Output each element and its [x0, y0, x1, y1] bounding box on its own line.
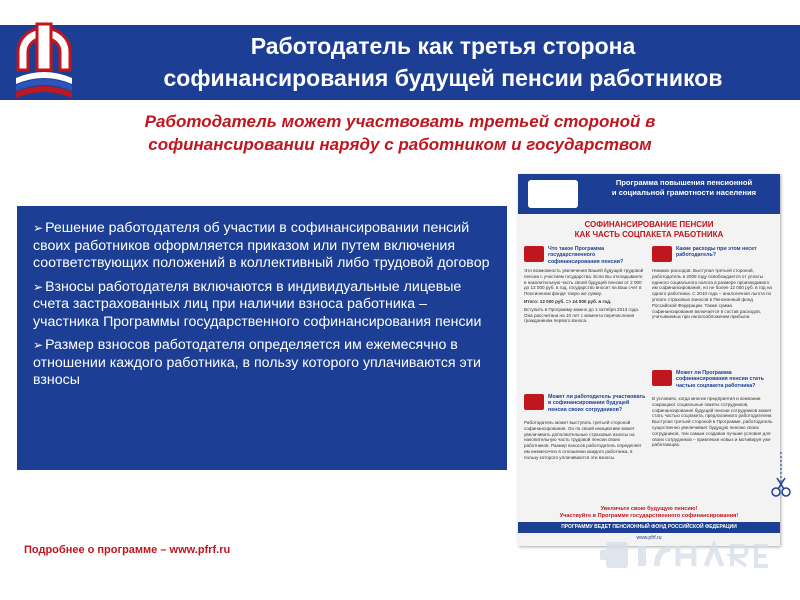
brochure-answer-1-text2: Вступить в Программу можно до 1 октября 2013 года. Она рассчитана на 10 лет с момента перечисления гражданином первого взноса.: [524, 306, 640, 324]
brochure-question-3: Какие расходы при этом несет работодатель?: [676, 246, 757, 259]
brochure-header-line1: Программа повышения пенсионной: [615, 178, 753, 187]
page-subtitle: [40, 110, 760, 156]
arrow-bullet-icon: ➢: [33, 279, 44, 294]
brochure-answer-4: В условиях, когда многие предприятия и компании сокращают социальные пакеты сотрудников, софинансирование будущей пенсии сотрудников может стать частью соцпакета, предлагаемого работодателем. Выступая третьей стороной в Программе, работодатель существенно увеличивает будущую пенсию своих сотрудников, тем самым создавая лучшие условия для своих сотрудников – привлекая новых и мотивируя уже работающих.: [652, 396, 773, 448]
page-title-line2: софинансирования будущей пенсии работников: [163, 65, 723, 91]
brochure-footer-bar: ПРОГРАММУ ВЕДЕТ ПЕНСИОННЫЙ ФОНД РОССИЙСКОЙ ФЕДЕРАЦИИ: [518, 522, 780, 533]
scissors-icon: [771, 452, 791, 500]
watermark-logo: [598, 532, 788, 580]
question-icon: [652, 370, 672, 386]
brochure-answer-1: [524, 268, 646, 324]
question-icon: [524, 246, 544, 262]
brochure-question-4: Может ли Программа софинансирования пенсии стать частью соцпакета работника?: [676, 370, 764, 389]
brochure-header-icon: [528, 180, 578, 208]
brochure-answer-3: Никаких расходов. Выступая третьей стороной, работодатель в 2009 году освобождается от уплаты единого социального налога в размере производимого им софинансирования, но не более 12 000 руб. в год на одного работника. С 2010 года – аналогичная льгота по уплате страховых взносов в Пенсионный фонд Российской Федерации. Также сумма софинансирования включается в состав расходов, учитываемых при налогообложении прибыли.: [652, 268, 772, 320]
brochure-question-2: Может ли работодатель участвовать в софинансировании будущей пенсии своих сотрудников?: [548, 394, 646, 413]
brochure-title: [518, 220, 780, 240]
brochure-url: www.pfrf.ru: [636, 535, 662, 541]
subtitle-line2: софинансировании наряду с работником и государством: [148, 135, 652, 154]
page-title: [108, 30, 778, 94]
brochure-header-line2: и социальной грамотности населения: [611, 188, 757, 197]
brochure-answer-2: Работодатель может выступать третьей стороной софинансирования. Он по своей инициативе может увеличивать дополнительные страховые взносы на накопительную часть трудовой пенсии своих работников. Размер взносов работодатель определяет им ежемесячно в отношении каждого работника, в пользу которого уплачиваются эти взносы.: [524, 420, 642, 460]
brochure-cta-line1: Увеличьте свою будущую пенсию!: [600, 506, 698, 512]
footer-link-text: Подробнее о программе – www.pfrf.ru: [24, 544, 231, 556]
page-title-line1: Работодатель как третья сторона: [250, 33, 636, 59]
bullet-item: [33, 337, 495, 390]
pfr-logo-icon: [8, 22, 80, 104]
brochure-formula: Итого: 12 000 руб. => 24 000 руб. в год.: [524, 298, 612, 304]
subtitle-line1: Работодатель может участвовать третьей стороной в: [144, 112, 656, 131]
arrow-bullet-icon: ➢: [33, 338, 44, 352]
question-icon: [652, 246, 672, 262]
bullet-text: Взносы работодателя включаются в индивидуальные лицевые счета застрахованных лиц при наличии взноса работника – участника Программы государственного софинансирования пенсии: [33, 278, 482, 330]
brochure-cta-line2: Участвуйте в Программе государственного софинансирования!: [559, 513, 739, 519]
brochure-header: [518, 174, 780, 214]
brochure-answer-1-text: Это возможность увеличения Вашей будущей трудовой пенсии с участием государства. Если Вы откладываете в накопительную часть своей будущей пенсии от 2 000 до 12 000 руб. в год, государство вносит на Ваш счет в Пенсионном фонде такую же сумму.: [524, 268, 644, 297]
bullet-text: Решение работодателя об участии в софинансировании пенсий своих работников оформляется приказом или путем включения соответствующих положений в коллективный либо трудовой договор: [33, 220, 490, 271]
question-icon: [524, 394, 544, 410]
brochure-call-to-action: [518, 506, 780, 520]
bullet-text: Размер взносов работодателя определяется им ежемесячно в отношении каждого работника, в пользу которого уплачиваются эти взносы: [33, 337, 481, 388]
bullet-item: [33, 220, 495, 273]
brochure-image: [518, 174, 780, 546]
bullet-item: [33, 279, 495, 332]
brochure-question-1: Что такое Программа государственного софинансирования пенсии?: [548, 246, 624, 265]
brochure-title-line1: СОФИНАНСИРОВАНИЕ ПЕНСИИ: [584, 220, 714, 229]
info-box: [17, 206, 507, 470]
arrow-bullet-icon: ➢: [33, 221, 44, 235]
brochure-header-text: [592, 178, 776, 198]
brochure-title-line2: КАК ЧАСТЬ СОЦПАКЕТА РАБОТНИКА: [574, 230, 724, 239]
